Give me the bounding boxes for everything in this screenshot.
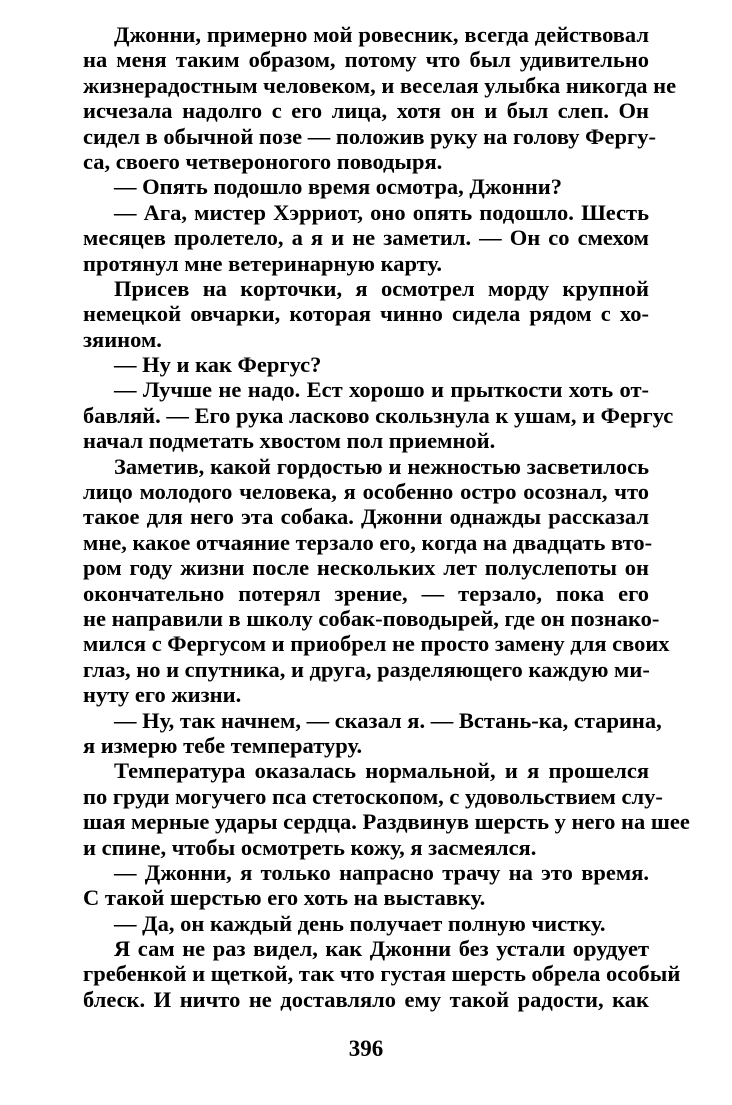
text-line: сидел в обычной позе — положив руку на голову Фергу- <box>83 123 656 149</box>
text-line: не направили в школу собак-поводырей, где он познако- <box>83 605 660 631</box>
text-line: мне, какое отчаяние терзало его, когда на двадцать вто- <box>83 529 653 555</box>
text-line: Джонни, примерно мой ровесник, всегда действовал <box>114 22 649 47</box>
text-line: гребенкой и щеткой, так что густая шерсть обрела особый <box>83 961 681 987</box>
text-line: такое для него эта собака. Джонни однажды рассказал <box>83 504 649 530</box>
text-line: на меня таким образом, потому что был удивительно <box>83 47 649 73</box>
text-line: по груди могучего пса стетоскопом, с удовольствием слу- <box>83 783 663 809</box>
text-line: глаз, но и спутника, и друга, разделяющего каждую ми- <box>83 656 650 682</box>
text-line: Присев на корточки, я осмотрел морду крупной <box>114 275 649 301</box>
text-line: — Ну и как Фергус? <box>114 352 322 378</box>
text-line: немецкой овчарки, которая чинно сидела рядом с хо- <box>83 301 649 327</box>
text-line: начал подметать хвостом пол приемной. <box>83 428 496 454</box>
page-number: 396 <box>348 1036 384 1061</box>
text-line: шая мерные удары сердца. Раздвинув шерсть у него на шее <box>83 809 690 835</box>
text-line: нуту его жизни. <box>83 682 242 708</box>
text-line: мился с Фергусом и приобрел не просто замену для своих <box>83 631 670 657</box>
text-line: я измерю тебе температуру. <box>83 732 363 758</box>
text-line: окончательно потерял зрение, — терзало, пока его <box>83 580 649 606</box>
text-line: протянул мне ветеринарную карту. <box>83 250 443 276</box>
text-line: ром году жизни после нескольких лет полуслепоты он <box>83 555 649 581</box>
text-line: — Да, он каждый день получает полную чистку. <box>114 910 606 936</box>
text-line: месяцев пролетело, а я и не заметил. — Он со смехом <box>83 225 649 251</box>
text-line: Температура оказалась нормальной, и я прошелся <box>114 758 649 784</box>
text-line: исчезала надолго с его лица, хотя он и был слеп. Он <box>83 98 649 124</box>
text-line: Заметив, какой гордостью и нежностью засветилось <box>114 453 649 479</box>
text-line: — Опять подошло время осмотра, Джонни? <box>114 174 562 200</box>
text-line: — Ну, так начнем, — сказал я. — Встань-ка, старина, <box>114 707 662 733</box>
text-line: — Лучше не надо. Ест хорошо и прыткости хоть от- <box>114 377 649 403</box>
text-line: — Джонни, я только напрасно трачу на это время. <box>114 859 649 885</box>
text-line: и спине, чтобы осмотреть кожу, я засмеялся. <box>83 834 537 860</box>
text-line: лицо молодого человека, я особенно остро осознал, что <box>83 479 649 505</box>
text-line: жизнерадостным человеком, и веселая улыбка никогда не <box>83 72 677 98</box>
text-line: бавляй. — Его рука ласково скользнула к ушам, и Фергус <box>83 402 674 428</box>
page-body <box>83 22 690 1012</box>
text-line: са, своего четвероногого поводыря. <box>83 148 443 174</box>
text-line: зяином. <box>83 326 162 352</box>
text-line: — Ага, мистер Хэрриот, оно опять подошло. Шесть <box>114 199 649 225</box>
text-line: Я сам не раз видел, как Джонни без устали орудует <box>114 936 649 962</box>
text-line: С такой шерстью его хоть на выставку. <box>83 885 486 911</box>
text-line: блеск. И ничто не доставляло ему такой радости, как <box>83 986 649 1012</box>
